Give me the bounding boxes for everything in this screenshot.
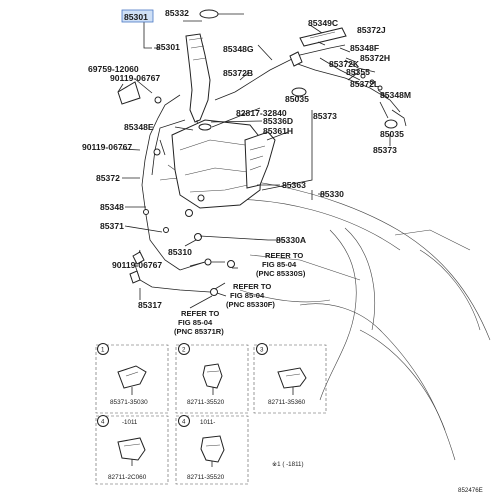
clip-part-4b [201, 436, 224, 462]
inset-1-number: 1 [101, 346, 105, 354]
label-85355[interactable]: 85355 [346, 67, 370, 77]
inset-4b [176, 416, 248, 485]
ref-2-line3[interactable]: (PNC 85330F) [226, 300, 275, 309]
inset-2 [176, 344, 248, 414]
label-85035-a[interactable]: 85035 [285, 94, 309, 104]
label-85372[interactable]: 85372 [96, 173, 120, 183]
label-85361h[interactable]: 85361H [263, 126, 294, 136]
label-85336d[interactable]: 85336D [263, 116, 294, 126]
label-85330a[interactable]: 85330A [276, 235, 307, 245]
clip-part-4a [118, 438, 145, 460]
label-85372j[interactable]: 85372J [357, 25, 386, 35]
label-85348m[interactable]: 85348M [380, 90, 412, 100]
diagram-id: 852476E [458, 487, 483, 494]
clip-part [203, 364, 222, 388]
inset-2-number: 2 [182, 346, 186, 354]
ref-3-line3[interactable]: (PNC 85371R) [174, 327, 224, 336]
main-part-label[interactable]: 85301 [124, 12, 148, 22]
inset-3-number: 3 [260, 346, 264, 354]
tank-bracket [245, 132, 275, 188]
label-85330[interactable]: 85330 [320, 189, 344, 199]
label-69759-12060[interactable]: 69759-12060 [88, 64, 139, 74]
inset-4a-code[interactable]: 82711-2C060 [108, 474, 147, 481]
inset-4b-number: 4 [182, 418, 186, 426]
ref-2-line1: REFER TO [233, 282, 272, 291]
ref-1-line2: FIG 85-04 [262, 260, 297, 269]
inset-2-code[interactable]: 82711-35520 [187, 399, 225, 406]
label-85373-a[interactable]: 85373 [313, 111, 337, 121]
label-85348e[interactable]: 85348E [124, 122, 154, 132]
sealer-sheet [118, 82, 140, 104]
inset-4b-code[interactable]: 82711-35520 [187, 474, 225, 481]
label-82817-32840[interactable]: 82817-32840 [236, 108, 287, 118]
footnote: ※1 ( -1811) [272, 461, 304, 468]
label-85349c[interactable]: 85349C [308, 18, 339, 28]
ref-2-line2: FIG 85-04 [230, 291, 265, 300]
inset-4a [96, 416, 168, 485]
inset-3-code[interactable]: 82711-35360 [268, 399, 306, 406]
label-85363[interactable]: 85363 [282, 180, 306, 190]
label-85332[interactable]: 85332 [165, 8, 189, 18]
ref-3-line2: FIG 85-04 [178, 318, 213, 327]
clip-part-3 [278, 368, 306, 388]
label-85372l[interactable]: 85372L [350, 79, 380, 89]
ref-3-line1: REFER TO [181, 309, 220, 318]
refer-notes [174, 251, 306, 336]
label-85310[interactable]: 85310 [168, 247, 192, 257]
label-90119-06767-c[interactable]: 90119-06767 [112, 260, 163, 270]
label-85348f[interactable]: 85348F [350, 43, 380, 53]
label-85301-ref[interactable]: 85301 [156, 42, 180, 52]
inset-4a-note: -1011 [122, 419, 138, 426]
inset-4a-number: 4 [101, 418, 105, 426]
label-85371[interactable]: 85371 [100, 221, 124, 231]
label-85372b[interactable]: 85372B [223, 68, 254, 78]
inset-3 [254, 344, 326, 414]
ref-1-line1: REFER TO [265, 251, 304, 260]
ref-1-line3[interactable]: (PNC 85330S) [256, 269, 306, 278]
label-90119-06767-b[interactable]: 90119-06767 [82, 142, 133, 152]
label-90119-06767-a[interactable]: 90119-06767 [110, 73, 161, 83]
label-85035-b[interactable]: 85035 [380, 129, 404, 139]
label-85317[interactable]: 85317 [138, 300, 162, 310]
label-85348g[interactable]: 85348G [223, 44, 254, 54]
label-85348[interactable]: 85348 [100, 202, 124, 212]
inset-4b-note: 1011- [200, 419, 216, 426]
inset-1 [96, 344, 168, 414]
inset-1-code[interactable]: 85371-35030 [110, 399, 148, 406]
label-85373-b[interactable]: 85373 [373, 145, 397, 155]
label-85372h[interactable]: 85372H [360, 53, 391, 63]
clamp-part [118, 366, 146, 388]
label-85372k[interactable]: 85372K [329, 59, 360, 69]
